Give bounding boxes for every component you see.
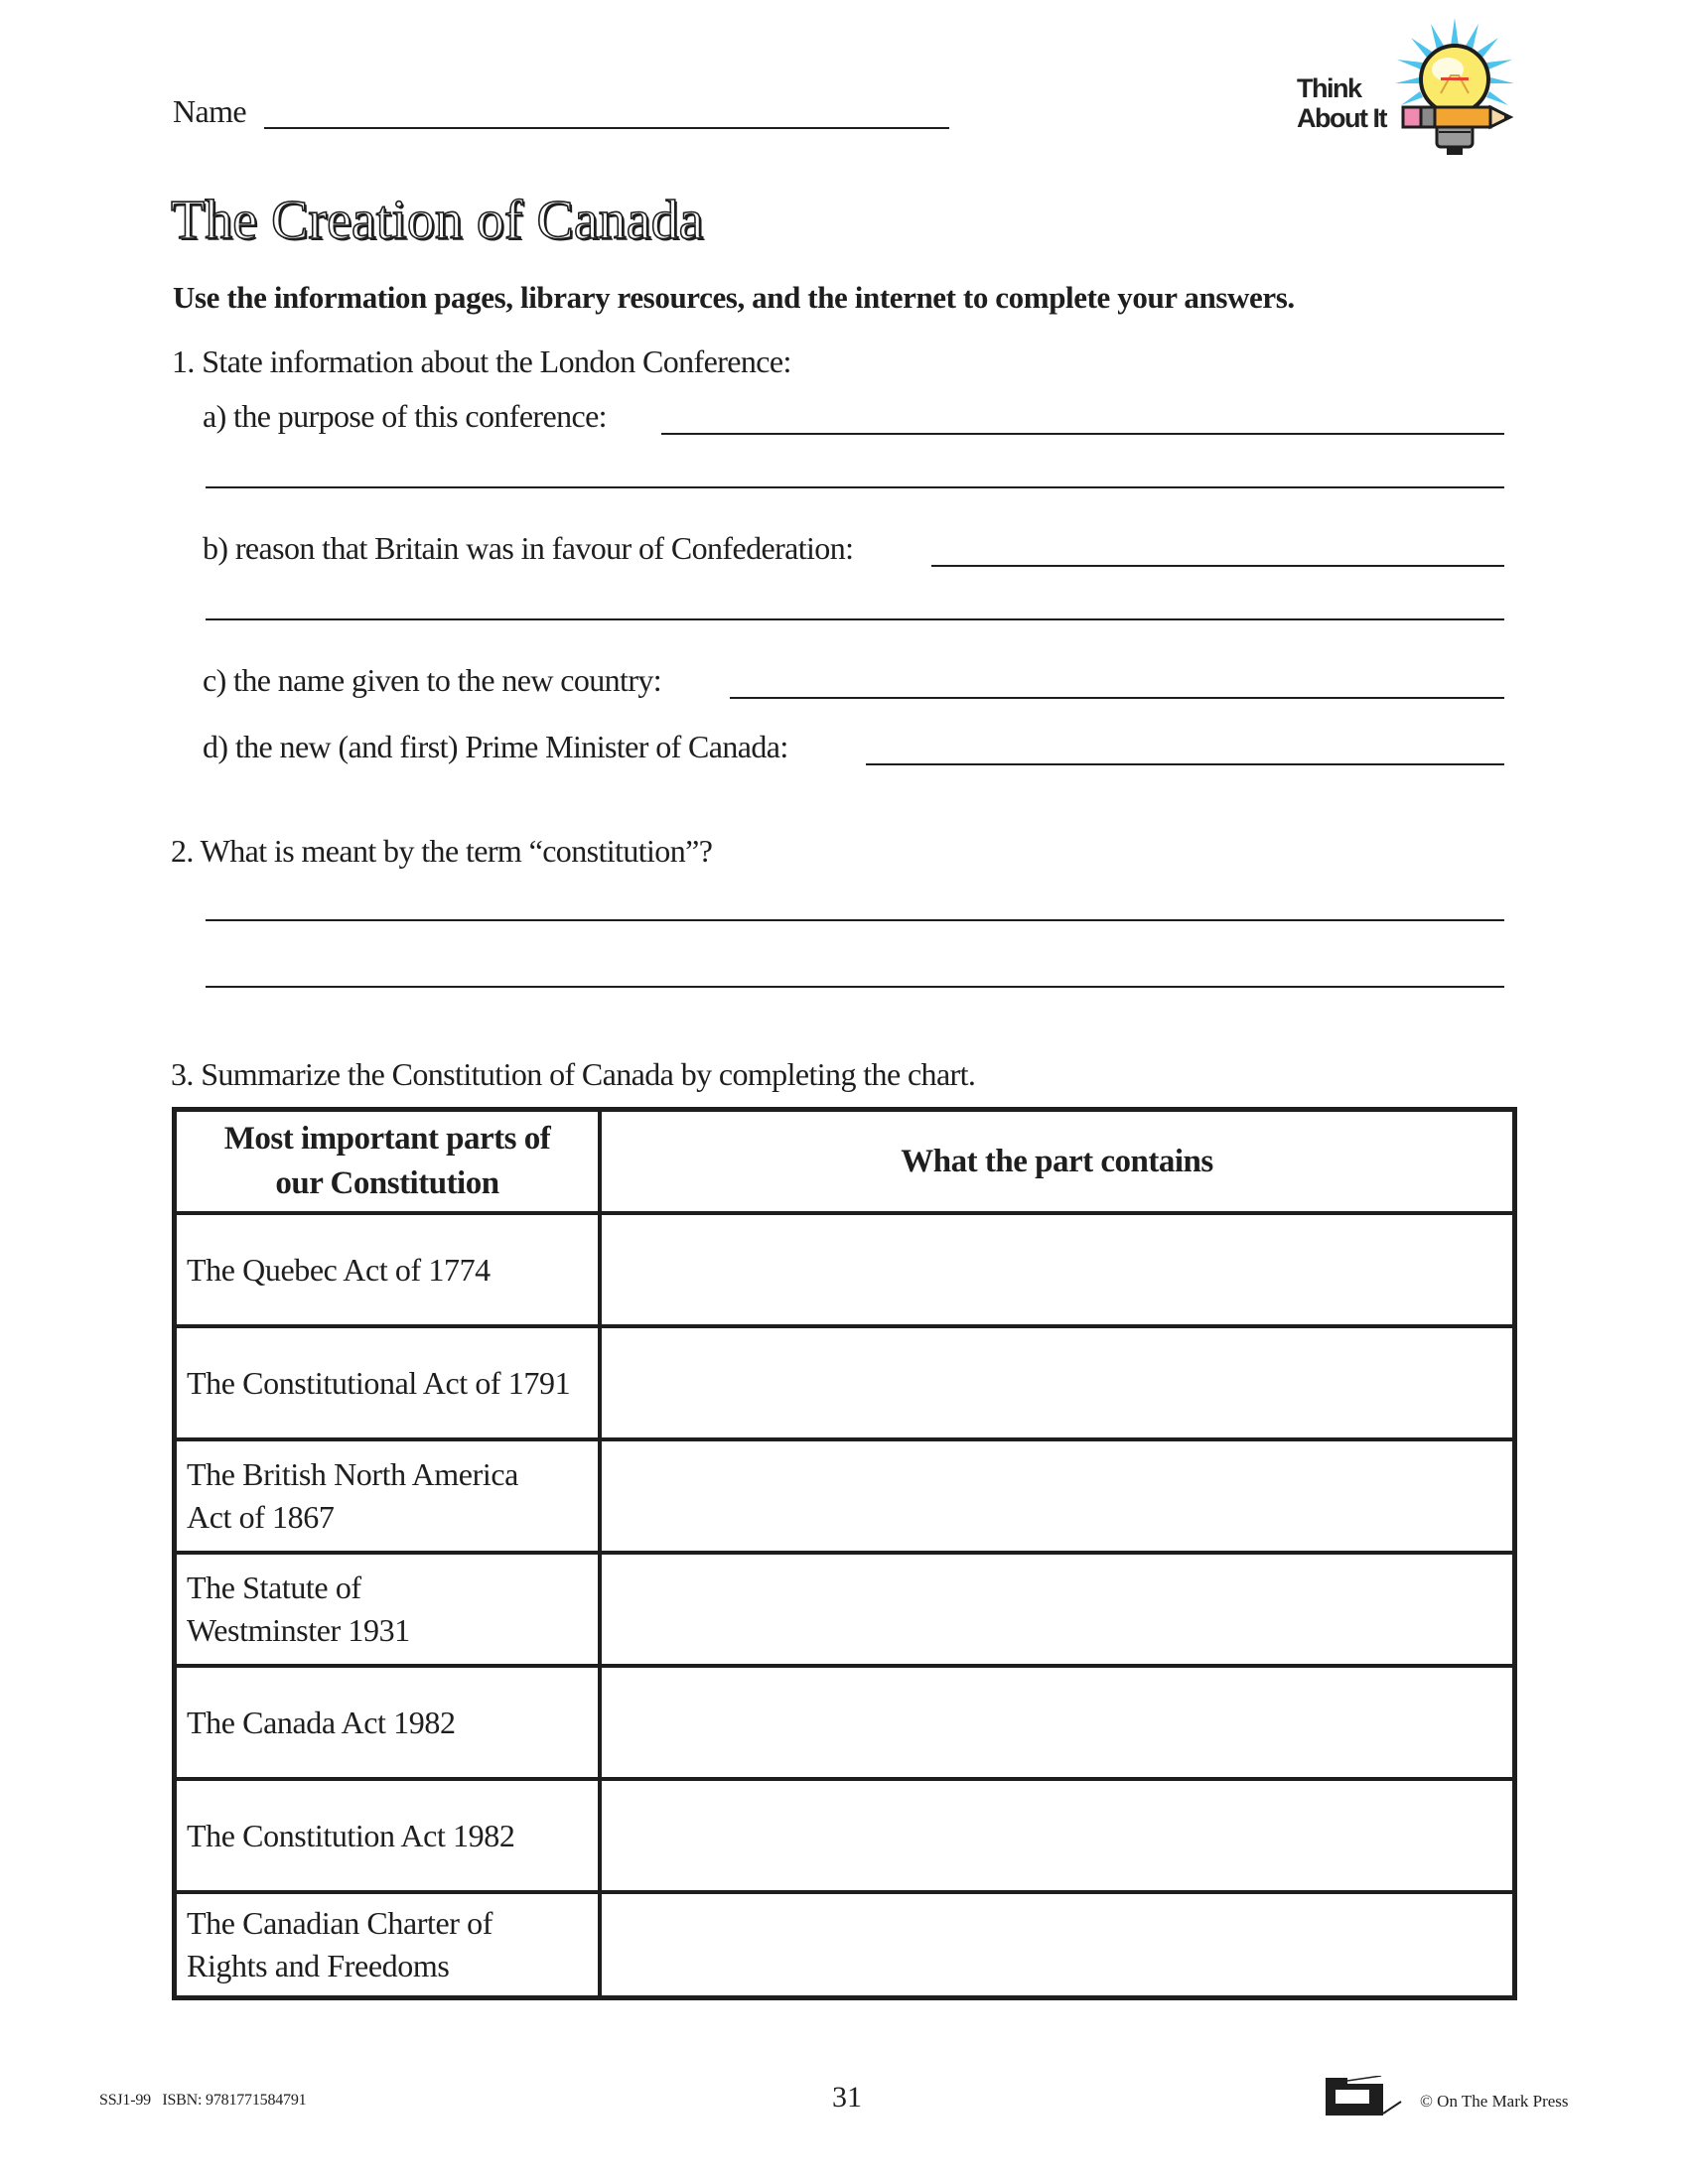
chart-cell-part [177,1215,602,1324]
footer-code: SSJ1-99 [99,2092,151,2109]
chart-part-text [187,1567,410,1652]
think-about-it-logo [1289,18,1517,167]
table-row [177,1668,1512,1781]
photocopier-icon [1326,2076,1405,2117]
chart-cell-contains[interactable] [602,1894,1512,1995]
question-3-prompt: 3. Summarize the Constitution of Canada by completing the chart. [171,1056,976,1092]
chart-cell-contains[interactable] [602,1781,1512,1890]
question-1b-label: b) reason that Britain was in favour of Confederation: [203,530,854,566]
chart-part-line: The Quebec Act of 1774 [187,1251,491,1288]
chart-part-text [187,1453,518,1539]
chart-part-line: The British North America [187,1456,518,1492]
chart-part-line: Westminster 1931 [187,1612,410,1648]
chart-cell-part [177,1555,602,1664]
chart-header-contains-text: What the part contains [901,1143,1213,1179]
chart-part-line: The Constitution Act 1982 [187,1817,515,1853]
copyright: © On The Mark Press [1420,2092,1569,2111]
chart-cell-contains[interactable] [602,1328,1512,1437]
question-1c-label: c) the name given to the new country: [203,662,662,698]
question-1a-label: a) the purpose of this conference: [203,398,607,434]
chart-header-parts [177,1112,602,1211]
chart-part-line: Rights and Freedoms [187,1948,450,1983]
table-row [177,1781,1512,1894]
question-1c-answer-line[interactable] [730,697,1504,699]
chart-header-row [177,1112,1512,1215]
question-1d-answer-line[interactable] [866,763,1504,765]
table-row [177,1555,1512,1668]
footer-codes [99,2092,306,2110]
chart-part-line: The Canada Act 1982 [187,1704,456,1740]
instructions: Use the information pages, library resources, and the internet to complete your answers. [173,280,1295,315]
question-1a-answer-line-2[interactable] [206,486,1504,488]
chart-header-parts-text [177,1117,598,1206]
chart-part-text [187,1815,514,1857]
chart-part-text [187,1249,491,1292]
chart-cell-part [177,1894,602,1995]
table-row [177,1441,1512,1555]
logo-text [1297,73,1386,133]
logo-line2: About It [1297,103,1386,133]
chart-cell-part [177,1781,602,1890]
question-2-answer-line-1[interactable] [206,919,1504,921]
chart-part-line: The Constitutional Act of 1791 [187,1364,571,1401]
question-1b-answer-line-2[interactable] [206,618,1504,620]
constitution-chart [172,1107,1517,2000]
chart-header-contains [602,1112,1512,1211]
page-title: The Creation of Canada [171,190,704,251]
chart-cell-part [177,1441,602,1551]
lightbulb-pencil-icon [1393,18,1517,167]
footer-isbn: ISBN: 9781771584791 [162,2092,307,2109]
chart-cell-contains[interactable] [602,1441,1512,1551]
question-2-answer-line-2[interactable] [206,986,1504,988]
question-1a-answer-line[interactable] [661,433,1504,435]
question-1d-label: d) the new (and first) Prime Minister of Canada: [203,729,788,764]
chart-part-line: The Canadian Charter of [187,1905,493,1941]
chart-cell-part [177,1668,602,1777]
chart-part-text [187,1362,570,1405]
question-2-prompt: 2. What is meant by the term “constitution”? [171,833,713,869]
chart-part-text [187,1902,492,1987]
chart-cell-part [177,1328,602,1437]
name-answer-line[interactable] [264,127,949,129]
table-row [177,1215,1512,1328]
chart-part-text [187,1702,456,1744]
logo-line1: Think [1297,73,1361,103]
chart-part-line: Act of 1867 [187,1499,335,1535]
table-row [177,1894,1512,1995]
page-number: 31 [832,2081,862,2114]
chart-cell-contains[interactable] [602,1555,1512,1664]
chart-cell-contains[interactable] [602,1668,1512,1777]
chart-header-parts-line1: Most important parts of [223,1121,551,1157]
chart-header-parts-line2: our Constitution [275,1165,499,1201]
chart-part-line: The Statute of [187,1570,361,1605]
question-1b-answer-line[interactable] [931,565,1504,567]
name-label: Name [173,93,247,129]
table-row [177,1328,1512,1441]
chart-cell-contains[interactable] [602,1215,1512,1324]
question-1-prompt: 1. State information about the London Conference: [172,343,791,379]
